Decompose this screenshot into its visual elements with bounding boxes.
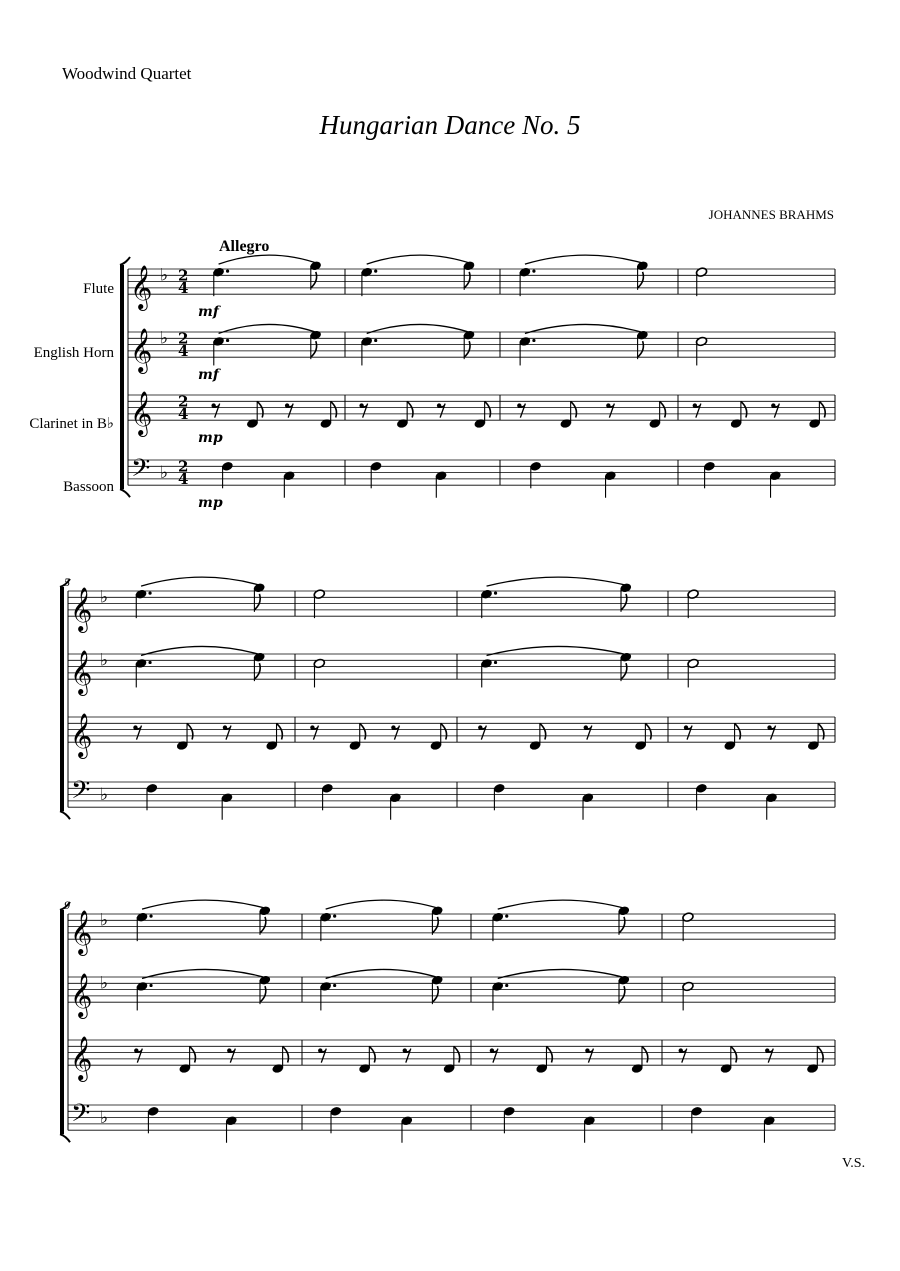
slur (525, 255, 646, 264)
treble-clef: 𝄞 (130, 391, 153, 436)
key-flat: ♭ (100, 973, 109, 994)
system-bracket (60, 902, 70, 910)
time-signature: 2 (178, 457, 189, 476)
augmentation-dot (374, 339, 377, 342)
note-flag (454, 1047, 460, 1063)
note-flag (260, 917, 266, 933)
composer-name: JOHANNES BRAHMS (708, 207, 834, 222)
key-flat: ♭ (100, 910, 109, 931)
note-flag (619, 917, 625, 933)
time-signature: 4 (178, 405, 189, 424)
note-flag (817, 1047, 823, 1063)
note-flag (741, 402, 747, 418)
note-flag (638, 341, 644, 357)
time-signature: 4 (178, 470, 189, 489)
dynamic-marking: mp (198, 430, 223, 447)
dynamic-marking: mf (198, 304, 219, 321)
slur (367, 255, 473, 264)
tempo-marking: Allegro (219, 238, 270, 255)
treble-clef: 𝄞 (70, 973, 93, 1018)
time-signature: 4 (178, 342, 189, 361)
note-flag (540, 724, 546, 740)
note-flag (441, 724, 447, 740)
measure-number-5: 5 (64, 575, 70, 589)
note-flag (638, 272, 644, 288)
system-bracket (60, 1134, 70, 1142)
slur (219, 255, 320, 264)
key-flat: ♭ (100, 784, 109, 805)
note-flag (464, 272, 470, 288)
note-flag (731, 1047, 737, 1063)
augmentation-dot (226, 270, 229, 273)
bass-clef: 𝄢 (71, 1098, 91, 1134)
note-flag (254, 594, 260, 610)
augmentation-dot (226, 339, 229, 342)
note-flag (571, 402, 577, 418)
instrument-label-clarinet: Clarinet in B♭ (29, 416, 114, 432)
augmentation-dot (505, 915, 508, 918)
note-flag (645, 724, 651, 740)
treble-clef: 𝄞 (130, 328, 153, 373)
note-flag (735, 724, 741, 740)
dynamic-marking: mp (198, 495, 223, 512)
augmentation-dot (494, 661, 497, 664)
slur (498, 900, 628, 909)
treble-clef: 𝄞 (70, 713, 93, 758)
augmentation-dot (532, 270, 535, 273)
note-flag (331, 402, 337, 418)
key-flat: ♭ (100, 650, 109, 671)
note-flag (254, 663, 260, 679)
augmentation-dot (333, 984, 336, 987)
note-flag (660, 402, 666, 418)
augmentation-dot (532, 339, 535, 342)
key-flat: ♭ (160, 328, 169, 349)
instrument-label-bassoon: Bassoon (63, 479, 114, 495)
piece-title: Hungarian Dance No. 5 (319, 110, 581, 140)
time-signature: 2 (178, 266, 189, 285)
key-flat: ♭ (100, 1107, 109, 1128)
note-flag (311, 341, 317, 357)
treble-clef: 𝄞 (70, 910, 93, 955)
slur (326, 900, 442, 909)
instrument-label-english-horn: English Horn (33, 345, 114, 361)
note-flag (369, 1047, 375, 1063)
note-flag (187, 724, 193, 740)
system-bracket (60, 579, 70, 587)
treble-clef: 𝄞 (70, 650, 93, 695)
note-flag (818, 724, 824, 740)
treble-clef: 𝄞 (70, 587, 93, 632)
note-flag (277, 724, 283, 740)
bass-clef: 𝄢 (131, 453, 151, 489)
system-bracket (120, 257, 130, 265)
augmentation-dot (333, 915, 336, 918)
note-flag (407, 402, 413, 418)
volti-subito: V.S. (842, 1156, 866, 1171)
note-flag (546, 1047, 552, 1063)
treble-clef: 𝄞 (70, 1036, 93, 1081)
ensemble-label: Woodwind Quartet (62, 64, 192, 83)
note-flag (311, 272, 317, 288)
system-bracket (60, 811, 70, 819)
slur (487, 577, 630, 586)
note-flag (283, 1047, 289, 1063)
note-flag (432, 986, 438, 1002)
slur (141, 577, 263, 586)
augmentation-dot (374, 270, 377, 273)
note-flag (257, 402, 263, 418)
bass-clef: 𝄢 (71, 775, 91, 811)
instrument-label-flute: Flute (83, 281, 114, 297)
key-flat: ♭ (100, 587, 109, 608)
key-flat: ♭ (160, 265, 169, 286)
time-signature: 2 (178, 329, 189, 348)
note-flag (621, 663, 627, 679)
note-flag (819, 402, 825, 418)
note-flag (642, 1047, 648, 1063)
slur (142, 900, 269, 909)
augmentation-dot (148, 661, 151, 664)
note-flag (360, 724, 366, 740)
measure-number-9: 9 (64, 898, 70, 912)
time-signature: 4 (178, 279, 189, 298)
augmentation-dot (505, 984, 508, 987)
dynamic-marking: mf (198, 367, 219, 384)
note-flag (464, 341, 470, 357)
augmentation-dot (149, 984, 152, 987)
system-bracket (120, 489, 130, 497)
note-flag (432, 917, 438, 933)
note-flag (619, 986, 625, 1002)
augmentation-dot (494, 592, 497, 595)
augmentation-dot (149, 915, 152, 918)
note-flag (190, 1047, 196, 1063)
note-flag (260, 986, 266, 1002)
time-signature: 2 (178, 392, 189, 411)
note-flag (621, 594, 627, 610)
key-flat: ♭ (160, 462, 169, 483)
note-flag (485, 402, 491, 418)
augmentation-dot (148, 592, 151, 595)
treble-clef: 𝄞 (130, 265, 153, 310)
